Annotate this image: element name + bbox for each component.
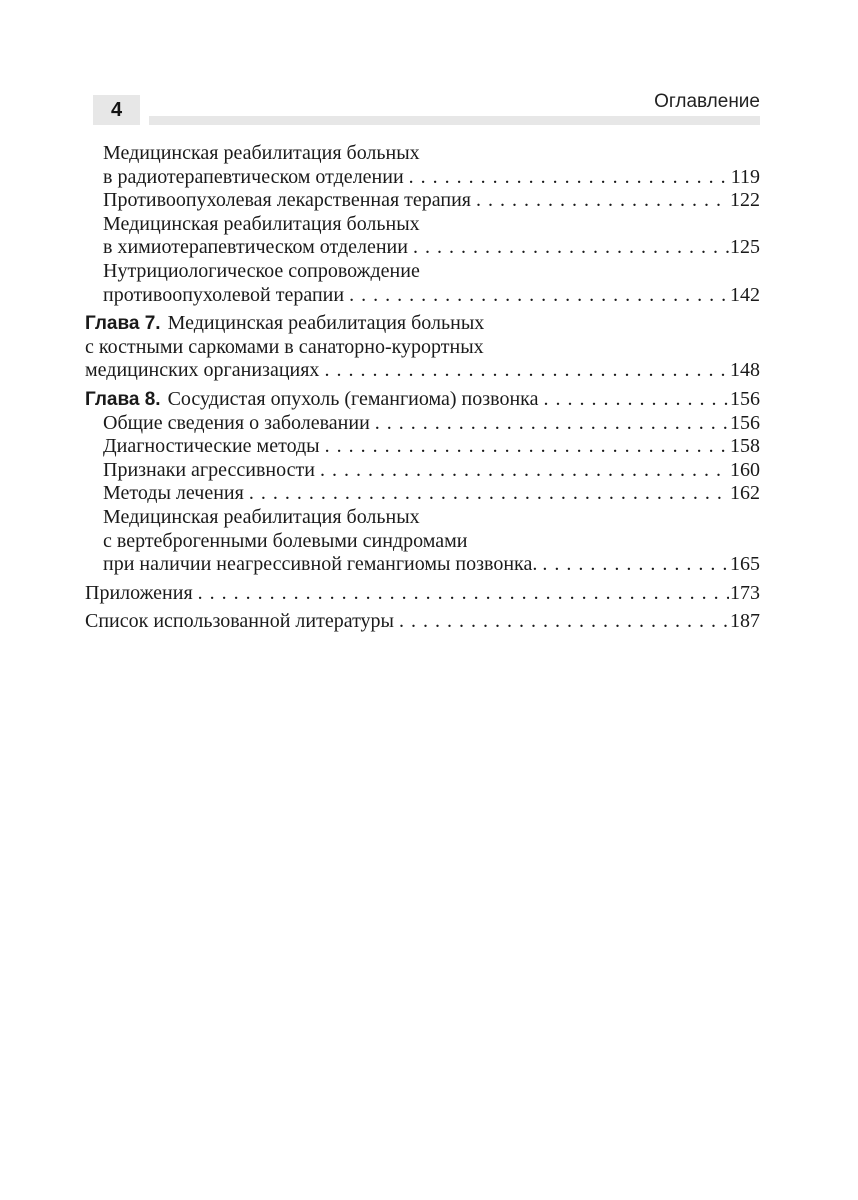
toc-entry-text: Медицинская реабилитация больных [103, 505, 420, 528]
dot-leader [542, 553, 729, 577]
dot-leader [249, 482, 729, 506]
toc-entry-text: в химиотерапевтическом отделении [103, 236, 408, 259]
toc-page-number: 156 [730, 387, 760, 410]
toc-page-number: 142 [730, 283, 760, 306]
toc-entry-text: Общие сведения о заболевании [103, 411, 370, 434]
toc-entry-line [85, 506, 760, 530]
toc-entry-text: медицинских организациях [85, 359, 320, 382]
running-head-right [149, 92, 760, 125]
dot-leader [325, 435, 729, 459]
toc-entry-text: Сосудистая опухоль (гемангиома) позвонка [167, 387, 539, 410]
dot-leader [320, 459, 729, 483]
dot-leader [399, 610, 729, 634]
toc-entry-text: с вертеброгенными болевыми синдромами [103, 529, 468, 552]
toc-entry-line [85, 530, 760, 554]
toc-page-number: 165 [730, 553, 760, 576]
toc-entry-text: Признаки агрессивности [103, 458, 315, 481]
toc-entry-line [85, 213, 760, 237]
toc-entry-text: противоопухолевой терапии [103, 283, 345, 306]
toc-entry-line [85, 166, 760, 190]
toc-page-number: 125 [730, 236, 760, 259]
toc-entry-text: Медицинская реабилитация больных [103, 142, 420, 164]
dot-leader [324, 359, 729, 383]
dot-leader [198, 582, 729, 606]
toc-entry-line [85, 284, 760, 308]
toc-entry-text: Медицинская реабилитация больных [167, 312, 485, 335]
toc-entry-text: с костными саркомами в санаторно-курортных [85, 335, 484, 358]
toc-entry-text: Методы лечения [103, 482, 244, 505]
dot-leader [476, 189, 729, 213]
toc-entry-line [85, 412, 760, 436]
toc-entry-text: Нутрициологическое сопровождение [103, 259, 420, 282]
page-number-box [93, 95, 140, 125]
toc-page-number: 160 [730, 458, 760, 481]
toc-entry-line [85, 359, 760, 383]
toc-page-number: 119 [730, 165, 760, 188]
toc-entry-line [85, 260, 760, 284]
chapter-label: Глава 8. [85, 388, 161, 410]
toc-entry-text: Диагностические методы [103, 435, 320, 458]
toc-entry-line [85, 582, 760, 606]
dot-leader [413, 236, 729, 260]
running-head [93, 92, 760, 125]
toc-page-number: 162 [730, 482, 760, 505]
toc-page-number: 187 [730, 610, 760, 633]
toc-entry-text: Противоопухолевая лекарственная терапия [103, 189, 472, 212]
toc-page-number: 158 [730, 435, 760, 458]
toc-entry-text: Медицинская реабилитация больных [103, 212, 420, 235]
toc-entry-line [85, 312, 760, 336]
toc-entry-line [85, 435, 760, 459]
dot-leader [375, 412, 729, 436]
toc-list [85, 142, 760, 634]
toc-entry-line [85, 142, 760, 166]
toc-entry-line [85, 553, 760, 577]
page-number: 4 [110, 98, 123, 121]
toc-entry-text: при наличии неагрессивной гемангиомы позвонка. [103, 553, 538, 576]
toc-page-number: 122 [730, 189, 760, 212]
dot-leader [409, 166, 730, 190]
toc-page-number: 148 [730, 359, 760, 382]
dot-leader [349, 284, 729, 308]
toc-entry-line [85, 236, 760, 260]
toc-entry-line [85, 482, 760, 506]
toc-entry-line [85, 388, 760, 412]
toc-page-number: 156 [730, 411, 760, 434]
toc-entry-line [85, 459, 760, 483]
toc-entry-line [85, 336, 760, 360]
toc-entry-line [85, 189, 760, 213]
chapter-label: Глава 7. [85, 313, 161, 335]
toc-page-number: 173 [730, 581, 760, 604]
running-head-rule [149, 116, 760, 125]
running-head-title: Оглавление [654, 91, 760, 112]
toc-entry-text: в радиотерапевтическом отделении [103, 165, 404, 188]
dot-leader [543, 388, 729, 412]
toc-entry-text: Список использованной литературы [85, 610, 394, 633]
toc-entry-line [85, 610, 760, 634]
toc-entry-text: Приложения [85, 581, 193, 604]
